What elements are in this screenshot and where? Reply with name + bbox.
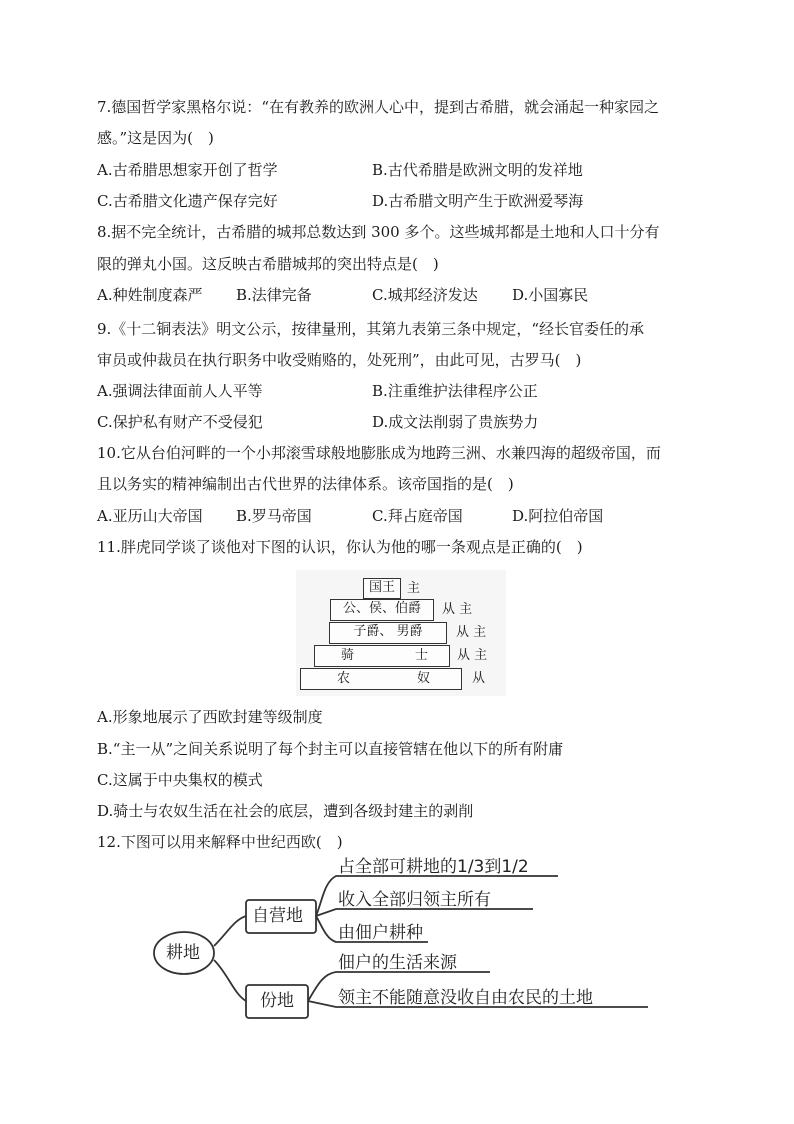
q8-stem-line2: 限的弹丸小国。这反映古希腊城邦的突出特点是( ) — [97, 255, 439, 273]
tier-king-role: 主 — [407, 581, 421, 596]
tenant-land-item-2: 领主不能随意没收自由农民的土地 — [338, 988, 593, 1008]
q10-option-c: C.拜占庭帝国 — [372, 507, 463, 525]
q9-stem-line1: 9.《十二铜表法》明文公示，按律量刑，其第九表第三条中规定，“经长官委任的承 — [97, 320, 644, 338]
tier-knights-label-a: 骑 — [341, 648, 355, 663]
feudal-pyramid-figure — [296, 570, 506, 696]
q8-option-a: A.种姓制度森严 — [97, 286, 203, 304]
q9-stem-line2: 审员或仲裁员在执行职务中收受贿赂的，处死刑”，由此可见，古罗马( ) — [97, 351, 582, 369]
pyramid-tier-king — [363, 578, 401, 599]
q10-stem-line1: 10.它从台伯河畔的一个小邦滚雪球般地膨胀成为地跨三洲、水兼四海的超级帝国，而 — [97, 444, 661, 462]
q8-option-d: D.小国寡民 — [512, 286, 589, 304]
q10-option-b: B.罗马帝国 — [236, 507, 312, 525]
tier-serfs-label-a: 农 — [337, 671, 351, 686]
q11-stem-line1: 11.胖虎同学谈了谈他对下图的认识，你认为他的哪一条观点是正确的( ) — [97, 538, 583, 556]
q8-option-c: C.城邦经济发达 — [372, 286, 478, 304]
q9-option-d: D.成文法削弱了贵族势力 — [372, 413, 539, 431]
q11-option-b: B.“主一从”之间关系说明了每个封主可以直接管辖在他以下的所有附庸 — [97, 740, 564, 758]
demesne-item-2: 收入全部归领主所有 — [338, 890, 491, 910]
q12-stem-line1: 12.下图可以用来解释中世纪西欧( ) — [97, 833, 343, 851]
pyramid-tier-serfs — [300, 668, 462, 690]
farmland-mind-map — [150, 857, 670, 1022]
q11-option-d: D.骑士与农奴生活在社会的底层，遭到各级封建主的剥削 — [97, 802, 474, 820]
pyramid-tier-nobles-upper — [330, 599, 434, 621]
tier-nobles-upper-role: 从 主 — [442, 602, 473, 617]
q11-option-a: A.形象地展示了西欧封建等级制度 — [97, 708, 323, 726]
q8-option-b: B.法律完备 — [236, 286, 312, 304]
tenant-land-item-1: 佃户的生活来源 — [338, 953, 457, 973]
mind-map-branch-tenant-land: 份地 — [260, 991, 294, 1011]
q8-stem-line1: 8.据不完全统计，古希腊的城邦总数达到 300 多个。这些城邦都是土地和人口十分有 — [97, 223, 660, 241]
tier-serfs-role: 从 — [472, 671, 486, 686]
tier-serfs-label-b: 奴 — [417, 671, 431, 686]
demesne-item-1: 占全部可耕地的1/3到1/2 — [338, 857, 529, 877]
q9-option-b: B.注重维护法律程序公正 — [372, 382, 538, 400]
q11-option-c: C.这属于中央集权的模式 — [97, 771, 263, 789]
q7-option-b: B.古代希腊是欧洲文明的发祥地 — [372, 161, 583, 179]
q7-stem-line2: 感。”这是因为( ) — [97, 129, 214, 147]
tier-knights-label-b: 士 — [415, 648, 429, 663]
q10-option-a: A.亚历山大帝国 — [97, 507, 203, 525]
tier-king-label: 国王 — [368, 580, 395, 595]
tier-nobles-upper-label: 公、侯、伯爵 — [342, 601, 421, 616]
q7-stem-line1: 7.德国哲学家黑格尔说：“在有教养的欧洲人心中，提到古希腊，就会涌起一种家园之 — [97, 98, 659, 116]
q9-option-c: C.保护私有财产不受侵犯 — [97, 413, 263, 431]
q7-option-d: D.古希腊文明产生于欧洲爱琴海 — [372, 192, 584, 210]
demesne-item-3: 由佃户耕种 — [338, 923, 423, 943]
tier-nobles-lower-role: 从 主 — [456, 625, 487, 640]
q10-stem-line2: 且以务实的精神编制出古代世界的法律体系。该帝国指的是( ) — [97, 475, 514, 493]
mind-map-branch-demesne: 自营地 — [252, 906, 303, 926]
pyramid-tier-knights — [314, 645, 450, 667]
q10-option-d: D.阿拉伯帝国 — [512, 507, 604, 525]
mind-map-root: 耕地 — [166, 943, 200, 963]
pyramid-tier-nobles-lower — [329, 622, 447, 644]
tier-knights-role: 从 主 — [457, 648, 488, 663]
q9-option-a: A.强调法律面前人人平等 — [97, 382, 263, 400]
q7-option-c: C.古希腊文化遗产保存完好 — [97, 192, 278, 210]
q7-option-a: A.古希腊思想家开创了哲学 — [97, 161, 278, 179]
tier-nobles-lower-label: 子爵、 男爵 — [353, 624, 423, 639]
